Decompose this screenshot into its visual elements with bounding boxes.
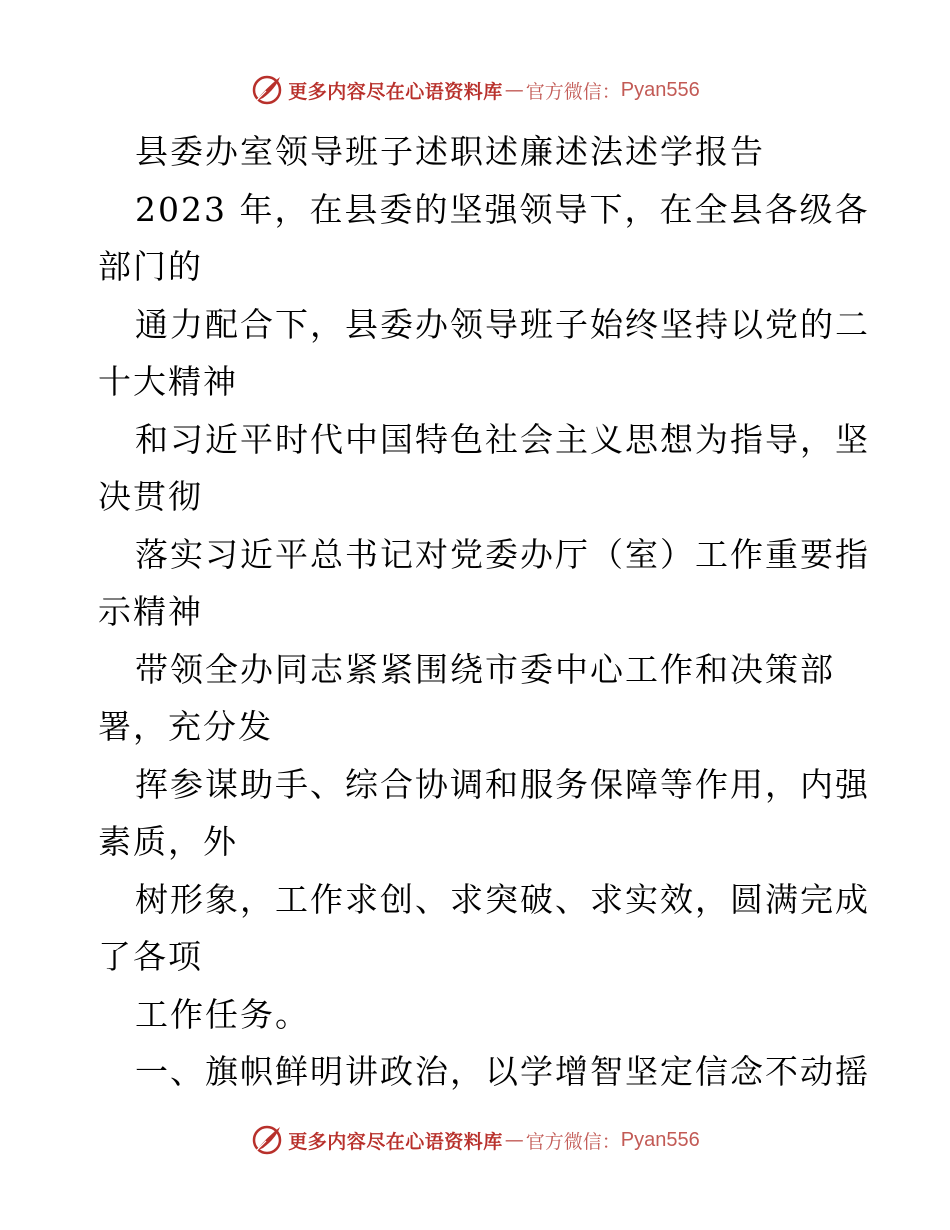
watermark-label: 官方微信： bbox=[525, 1130, 621, 1153]
quill-logo-icon bbox=[250, 73, 284, 107]
watermark-site-text: 更多内容尽在心语资料库 bbox=[288, 1130, 503, 1153]
text-line: 示精神 bbox=[98, 592, 203, 631]
watermark-wechat-id: Pyan556 bbox=[620, 1128, 700, 1151]
text-line: 落实习近平总书记对党委办厅（室）工作重要指 bbox=[135, 534, 870, 574]
text-line: 素质，外 bbox=[98, 822, 238, 861]
document-title: 县委办室领导班子述职述廉述法述学报告 bbox=[135, 132, 765, 171]
text-line: 和习近平时代中国特色社会主义思想为指导，坚 bbox=[135, 419, 870, 459]
text-line: 十大精神 bbox=[98, 362, 238, 401]
text-line: 挥参谋助手、综合协调和服务保障等作用，内强 bbox=[135, 764, 870, 804]
watermark-header bbox=[0, 70, 950, 110]
text-line: 2023 年，在县委的坚强领导下，在全县各级各 bbox=[135, 189, 870, 229]
watermark-separator: — bbox=[504, 79, 524, 101]
watermark-wechat-id: Pyan556 bbox=[620, 78, 700, 101]
text-line: 树形象，工作求创、求突破、求实效，圆满完成 bbox=[135, 879, 870, 919]
text-line: 工作任务。 bbox=[135, 994, 310, 1034]
text-line: 决贯彻 bbox=[98, 477, 203, 516]
text-line: 通力配合下，县委办领导班子始终坚持以党的二 bbox=[135, 304, 870, 344]
text-line: 了各项 bbox=[98, 937, 203, 976]
watermark-site-text: 更多内容尽在心语资料库 bbox=[288, 80, 503, 103]
watermark-footer bbox=[0, 1120, 950, 1160]
document-body bbox=[98, 123, 870, 1101]
text-line: 部门的 bbox=[98, 247, 203, 286]
quill-logo-icon bbox=[250, 1123, 284, 1157]
watermark-label: 官方微信： bbox=[525, 80, 621, 103]
text-line: 署，充分发 bbox=[98, 707, 273, 746]
text-line: 带领全办同志紧紧围绕市委中心工作和决策部 bbox=[135, 649, 835, 689]
watermark-separator: — bbox=[504, 1129, 524, 1151]
section-heading: 一、旗帜鲜明讲政治，以学增智坚定信念不动摇 bbox=[135, 1052, 870, 1091]
